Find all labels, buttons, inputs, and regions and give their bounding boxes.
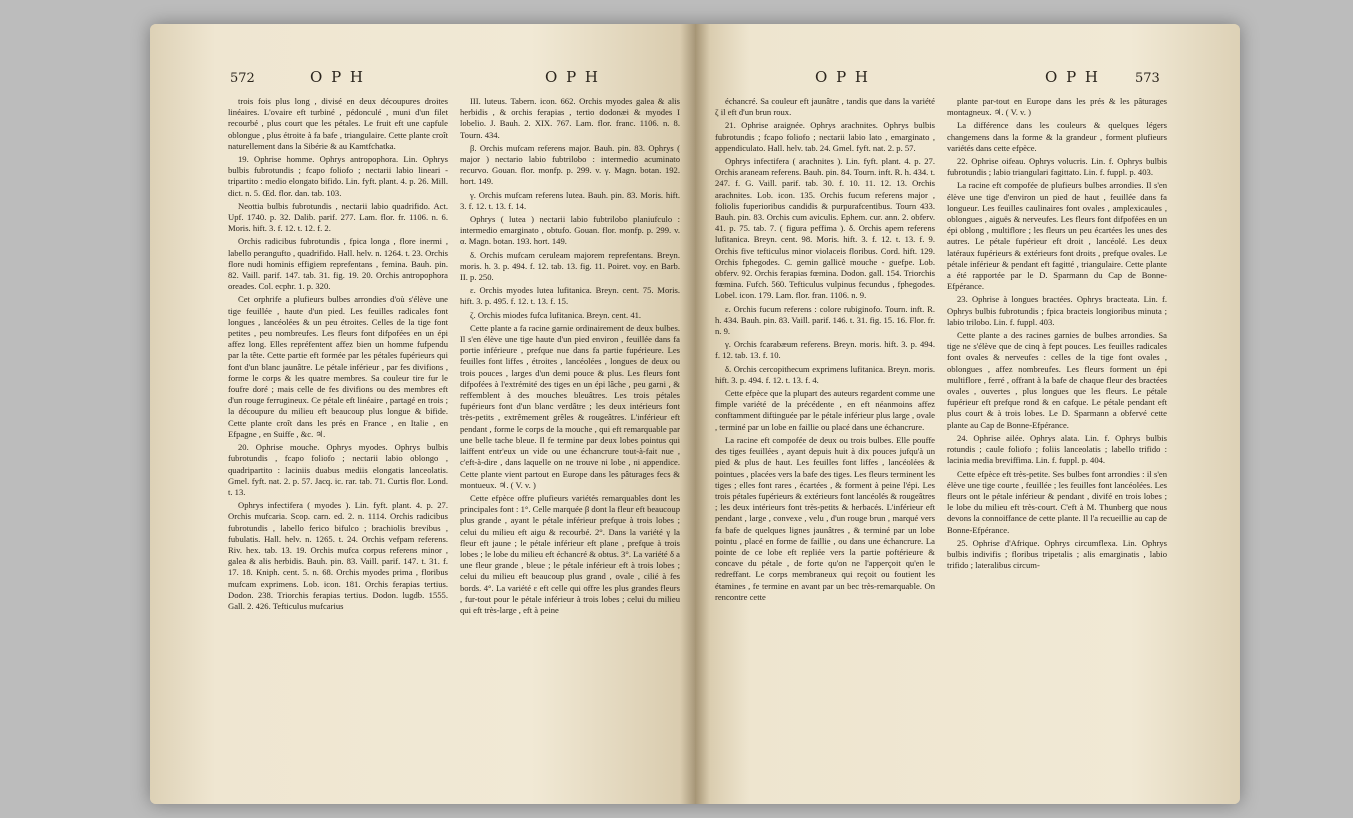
paragraph: Ophrys infectifera ( myodes ). Lin. fyft. plant. 4. p. 27. Orchis mufcaria. Scop. carn. ed. 2. n. 1114. Orchis radicibus fubrotundis , labello ferico bifulco ; brachiolis brevibus , fubulatis. Hall. helv. n. 1265. t. 24. Orchis vefpam referens. Riv. hex. tab. 13. 19. Orchis mufca corpus referens minor , galea & alis herbidis. Bauh. pin. 83. Vaill. parif. 147. t. 31. f. 17. 18. Kniph. cent. 5. n. 68. Orchis myodes prima , floribus mufcam exprimens. Lob. icon. 181. Orchis ferapias tertius. Dodon. 238. Triorchis ferapias tertius. Dodon. lugdb. 1555. Gall. 2. 426. Tefticulus mufcarius — [228, 500, 448, 611]
book-gutter — [680, 24, 710, 804]
paragraph: plante par-tout en Europe dans les prés & les pâturages montagneux. ♃. ( V. v. ) — [947, 96, 1167, 118]
paragraph: γ. Orchis fcarabæum referens. Breyn. moris. hift. 3. p. 494. f. 12. tab. 13. f. 10. — [715, 339, 935, 361]
paragraph: δ. Orchis mufcam ceruleam majorem reprefentans. Breyn. moris. h. 3. p. 494. f. 12. tab. 13. fig. 11. Poiret. voy. en Barb. II. p. 250. — [460, 249, 680, 283]
paragraph: 23. Ophrise à longues bractées. Ophrys bracteata. Lin. f. Ophrys bulbis fubrotundis ; fpica bracteis longioribus minuta ; labio trilobo. Lin. f. fuppl. 403. — [947, 294, 1167, 327]
paragraph: 22. Ophrise oifeau. Ophrys volucris. Lin. f. Ophrys bulbis fubrotundis ; labio triangulari fagittato. Lin. f. fuppl. p. 403. — [947, 156, 1167, 178]
paragraph: La différence dans les couleurs & quelques légers changemens dans la forme & la grandeur , forment plufieurs variétés dans cette efpèce. — [947, 120, 1167, 153]
left-header-right: O P H — [545, 68, 601, 86]
paragraph: δ. Orchis cercopithecum exprimens lufitanica. Breyn. moris. hift. 3. p. 494. f. 12. t. 13. f. 4. — [715, 363, 935, 385]
paragraph: Cette efpèce que la plupart des auteurs regardent comme une fimple variété de la précédente , en eft néanmoins affez conftamment diftinguée par le pétale inférieur plus large , ovale , terminé par un lobe en faillie ou placé dans une échancrure. — [715, 388, 935, 432]
paragraph: 25. Ophrise d'Afrique. Ophrys circumflexa. Lin. Ophrys bulbis indivifis ; floribus tripetalis ; alis emarginatis , labio trifido ; lateralibus circum- — [947, 537, 1167, 571]
right-column-1 — [715, 96, 935, 605]
paragraph: ε. Orchis myodes lutea lufitanica. Breyn. cent. 75. Moris. hift. 3. p. 495. f. 12. t. 13. f. 15. — [460, 285, 680, 307]
right-column-2 — [947, 96, 1167, 573]
right-header-left: O P H — [815, 68, 871, 86]
left-column-2 — [460, 96, 680, 618]
paragraph: Cet orphrife a plufieurs bulbes arrondies d'où s'élève une tige feuillée , haute d'un pied. Les feuilles radicales font longues , lancéolées & un peu étroites. Celles de la tige font petites , peu nombreufes. Les fleurs font difpofées en un épi affez long. Elles repréfentent affez bien un homme fufpendu par la tête. Cette partie eft formée par les pétales fupérieurs qui font d'un blanc jaunâtre. Le pétale inférieur , par fes divifions , forme le corps & les quatre membres. Sa couleur tire fur le foufre doré ; mais celle de fes divifions ou des membres eft d'un rouge ferrugineux. Ce pétale eft linéaire , partagé en trois ; la découpure du milieu eft beaucoup plus longue & bifide. Cette plante croît dans les prés en France , en Italie , en Efpagne , en Suiffe , &c. ♃. — [228, 294, 448, 439]
paragraph: La racine eft compofée de plufieurs bulbes arrondies. Il s'en élève une tige d'environ un pied de haut , feuillée dans fa longueur. Les feuilles caulinaires font ovales , amplexicaules , oblongues , aiguës & nerveufes. Les fleurs font difpofées en un épi oblong , multiflore ; les fleurs un peu écartées les unes des autres. Le pétale fupérieur eft droit , lancéolé. Les deux latéraux fupérieurs & extérieurs font droits , prefque ovales. Le pétale inférieur & pendant eft fagitté , triangulaire. Cette plante a été rapportée par le D. Sparmann du Cap de Bonne-Efpérance. — [947, 180, 1167, 292]
paragraph: III. luteus. Tabern. icon. 662. Orchis myodes galea & alis herbidis , & orchis ferapias , tertio dodonæi & myodes I lobelio. J. Bauh. 2. XIX. 767. Lam. flor. franc. 1106. n. 8. Tourn. 434. — [460, 96, 680, 140]
left-page — [150, 24, 695, 804]
paragraph: Neottia bulbis fubrotundis , nectarii labio quadrifido. Act. Upf. 1740. p. 32. Dalib. parif. 277. Lam. flor. fr. 1106. n. 6. Moris. hift. 3. f. 12. t. 12. f. 2. — [228, 200, 448, 234]
right-running-head — [695, 68, 1240, 88]
left-running-head — [150, 68, 695, 88]
paragraph: β. Orchis mufcam referens major. Bauh. pin. 83. Ophrys ( major ) nectario labio fubtrilobo : intermedio acuminato recurvo. Gouan. flor. monfp. p. 299. v. γ. Magn. botan. 192. hort. 149. — [460, 142, 680, 187]
book-spread — [150, 24, 1240, 804]
paragraph: Cette plante a des racines garnies de bulbes arrondies. Sa tige ne s'élève que de cinq à fept pouces. Les feuilles radicales font ovales & nerveufes : celles de la tige font ovales , oblongues , affez nombreufes. Les fleurs forment un épi multiflore , ferré , offrant à la bafe de chaque fleur des bractées ovales , ouvertes , plus longues que les fleurs. Le pétale fupérieur eft prefque rond & en cafque. Le pétale pendant eft plus court & à trois lobes. Le D. Sparmann a obfervé cette plante au Cap de Bonne-Efpérance. — [947, 330, 1167, 430]
paragraph: 21. Ophrise araignée. Ophrys arachnites. Ophrys bulbis fubrotundis ; fcapo foliofo ; nectarii labio lato , emarginato , appendiculato. Hall. helv. tab. 24. Gmel. fyft. nat. 2. p. 57. — [715, 120, 935, 153]
right-page — [695, 24, 1240, 804]
left-header-left: O P H — [310, 68, 366, 86]
right-header-right: O P H — [1045, 68, 1101, 86]
paragraph: γ. Orchis mufcam referens lutea. Bauh. pin. 83. Moris. hift. 3. f. 12. t. 13. f. 14. — [460, 189, 680, 211]
paragraph: Cette efpèce offre plufieurs variétés remarquables dont les principales font : 1°. Celle marquée β dont la fleur eft beaucoup plus grande , ayant le pétale inférieur prefque à trois lobes ; celui du milieu eft aigu & recourbé. 2°. Dans la variété γ la fleur eft jaune ; le pétale inférieur eft plane , prefque à trois lobes ; le lobe du milieu eft échancré & obtus. 3°. La variété δ a une fleur grande , bleue ; le pétale inférieur eft à trois lobes ; celui du milieu eft beaucoup plus grand , ovale , cilié à fes bords. 4°. La variété ε eft celle qui offre les plus grandes fleurs , fur-tout pour le pétale inférieur à trois lobes ; celui du milieu qui eft très-large , eft à peine — [460, 492, 680, 615]
paragraph: trois fois plus long , divisé en deux découpures droites linéaires. L'ovaire eft turbiné , pédonculé , muni d'un filet recourbé , plus court que les pétales. Le fruit eft une capfule oblongue , plus étroite à fa bafe , triangulaire. Cette plante croît naturellement dans la Sibérie & au Kamtfchatka. — [228, 96, 448, 151]
paragraph: échancré. Sa couleur eft jaunâtre , tandis que dans la variété ζ il eft d'un brun roux. — [715, 96, 935, 118]
paragraph: Cette plante a fa racine garnie ordinairement de deux bulbes. Il s'en élève une tige haute d'un pied environ , feuillée dans fa portie inférieure , prefque nue dans fa partie fupérieure. Les feuilles font liffes , étroites , lancéolées , longues de deux ou trois pouces , larges d'un demi pouce & plus. Les fleurs font difpofées à l'extrémité des tiges en un épi lâche , peu garni , & reffemblent à des mouches bleuâtres. Les trois pétales fupérieurs font d'un blanc verdâtre ; les deux intérieurs font très-petits , extrêmement grêles & rougeâtres. L'inférieur eft pendant , forme le corps de la mouche , qui eft remarquable par une belle tache bleue. Il fe termine par deux lobes pointus qui laiffent entr'eux un vide ou une échancrure tout-à-fait nue , c'eft-à-dire , dans laquelle on ne trouve ni lobe , ni appendice. Cette plante vient partout en Europe dans les pâturages fecs & montueux. ♃. ( V. v. ) — [460, 322, 680, 490]
paragraph: 24. Ophrise ailée. Ophrys alata. Lin. f. Ophrys bulbis rotundis ; caule foliofo ; foliis lanceolatis ; labello trifido : lacinia media breviffima. Lin. f. fuppl. p. 404. — [947, 432, 1167, 466]
paragraph: Ophrys infectifera ( arachnites ). Lin. fyft. plant. 4. p. 27. Orchis araneam referens. Bauh. pin. 84. Tourn. inft. R. h. 434. t. 247. f. G. Vaill. parif. tab. 30. f. 10. 11. 12. 13. Orchis arachnites. Lob. icon. 135. Orchis fucum referens major , foliolis fuperioribus candidis & purpurafcentibus. Tourn 433. Bauh. pin. 83. Orchis cum aviculis. Ephem. cur. ann. 2. obferv. 41. p. 75. tab. 7. ( figura peffima ). δ. Orchis apem referens lufitanica. Breyn. cent. 98. Moris. hift. 3. f. 12. t. 13. f. 9. Orchis five tefticulus minor violaceis floribus. Cord. hift. 129. Orchis fphegodes. C. gemin gallicè mouche - guefpe. Lob. obferv. 92. Orchis ferapias fœmina. Dodon. gall. 154. Triorchis fœmina. Fufch. 560. Tefticulus vulpinus fecundus , fphegodes. Lobel. icon. 179. Lam. flor. fran. 1106. n. 9. — [715, 156, 936, 301]
paragraph: 20. Ophrise mouche. Ophrys myodes. Ophrys bulbis fubrotundis , fcapo foliofo ; nectarii labio oblongo , quadripartito : laciniis duabus mediis elongatis lanceolatis. Gmel. fyft. nat. 2. p. 57. Jacq. ic. rar. tab. 71. Curtis flor. Lond. t. 13. — [228, 442, 448, 497]
paragraph: Ophrys ( lutea ) nectarii labio fubtrilobo planiufculo : intermedio emarginato , obtufo. Gouan. flor. monfp. p. 299. v. α. Magn. botan. 193. hort. 149. — [460, 214, 680, 247]
left-page-number: 572 — [230, 71, 255, 86]
paragraph: Orchis radicibus fubrotundis , fpica longa , flore inermi , labello perangufto , quadrifido. Hall. helv. n. 1264. t. 23. Orchis flore nudi hominis effigiem reprefentans , femina. Bauh. pin. 82. Vaill. parif. 147. tab. 31. fig. 19. 20. Orchis antropophora oreades. Col. ecphr. 1. p. 320. — [228, 236, 448, 292]
paragraph: La racine eft compofée de deux ou trois bulbes. Elle pouffe des tiges feuillées , ayant depuis huit à dix pouces jufqu'à un pied & plus de haut. Les feuilles font liffes , lancéolées & pointues , placées vers la bafe des tiges. Les fleurs terminent les tiges ; elles font rares , écartées , & forment à peine l'épi. Les trois pétales fupérieurs & extérieurs font lancéolés & rougeâtres ; les deux intérieurs font très-petits & herbacés. L'inférieur eft pendant , large , convexe , velu , d'un rouge brun , marqué vers fa bafe de quelques lignes jaunâtres , & terminé par un lobe pointu , placé en forme de faillie , ou dans une échancrure. La pointe de ce lobe eft repliée vers la partie poftérieure & concave du pétale , de forte qu'on ne l'apperçoit qu'en le redreffant. Le corps membraneux qui reçoit ou foutient les étamines , fe termine en avant par un bec très-remarquable. On rencontre cette — [715, 434, 936, 602]
paragraph: Cette efpèce eft très-petite. Ses bulbes font arrondies : il s'en élève une tige courte , feuillée ; les feuilles font lancéolées. Les fleurs ont le pétale inférieur & pendant , divifé en trois lobes ; le lobe du milieu eft très-court. C'eft à M. Thunberg que nous devons la connoiffance de cette plante. Il l'a recueillie au cap de Bonne-Efpérance. — [947, 468, 1167, 535]
right-page-number: 573 — [1135, 71, 1160, 86]
paragraph: 19. Ophrise homme. Ophrys antropophora. Lin. Ophrys bulbis fubrotundis ; fcapo foliofo ; nectarii labio lineari - tripartito : medio elongato bifido. Lin. fyft. plant. 4. p. 26. Mill. dict. n. 5. Œd. flor. dan. tab. 103. — [228, 154, 448, 198]
paragraph: ε. Orchis fucum referens : colore rubiginofo. Tourn. inft. R. h. 434. Bauh. pin. 83. Vaill. parif. 146. t. 31. fig. 15. 16. Flor. fr. n. 9. — [715, 303, 935, 337]
left-column-1 — [228, 96, 448, 614]
paragraph: ζ. Orchis miodes fufca lufitanica. Breyn. cent. 41. — [470, 309, 642, 320]
